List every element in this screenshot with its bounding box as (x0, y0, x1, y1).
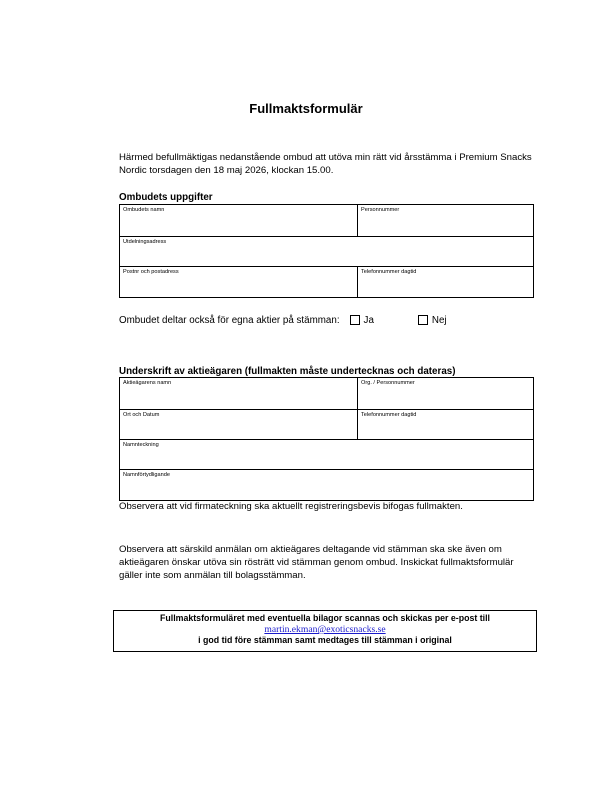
signature-row-place-date (120, 409, 533, 439)
own-shares-no-option[interactable] (418, 315, 447, 326)
shareholder-name-label: Aktieägarens namn (123, 380, 172, 386)
signature-section-heading: Underskrift av aktieägaren (fullmakten måste undertecknas och dateras) (119, 366, 456, 377)
own-shares-question: Ombudet deltar också för egna aktier på stämman: (119, 314, 340, 326)
registration-note: Observera att vid firmateckning ska aktuellt registreringsbevis bifogas fullmakten. (119, 501, 463, 512)
proxy-postal-field[interactable] (120, 267, 357, 297)
place-date-field[interactable] (120, 410, 357, 439)
name-clarification-label: Namnförtydligande (123, 472, 170, 478)
proxy-row-address (120, 236, 533, 266)
proxy-name-field[interactable] (120, 205, 357, 236)
shareholder-phone-label: Telefonnummer dagtid (361, 412, 417, 418)
own-shares-yes-option[interactable] (350, 315, 374, 326)
signature-field[interactable] (120, 440, 533, 469)
signature-row-name (120, 378, 533, 409)
org-number-field[interactable] (357, 378, 533, 409)
proxy-phone-label: Telefonnummer dagtid (361, 269, 417, 275)
submission-instructions-box (113, 610, 537, 652)
proxy-row-name (120, 205, 533, 236)
name-clarification-field[interactable] (120, 470, 533, 500)
shareholder-name-field[interactable] (120, 378, 357, 409)
proxy-postal-label: Postnr och postadress (123, 269, 179, 275)
signature-row-signature (120, 439, 533, 469)
proxy-address-field[interactable] (120, 237, 533, 266)
submission-line-2: i god tid före stämman samt medtages till stämman i original (198, 635, 452, 645)
registration-requirement-note: Observera att särskild anmälan om aktieägares deltagande vid stämman ska ske även om aktieägaren önskar utöva sin rösträtt vid stämman genom ombud. Inskickat fullmaktsformulär gäller inte som anmälan till bolagsstämman. (119, 544, 514, 581)
proxy-address-label: Utdelningsadress (123, 239, 167, 245)
proxy-personal-number-field[interactable] (357, 205, 533, 236)
page-title: Fullmaktsformulär (249, 101, 363, 116)
yes-label: Ja (363, 314, 374, 326)
proxy-name-label: Ombudets namn (123, 207, 165, 213)
no-checkbox[interactable] (418, 315, 428, 325)
proxy-row-postal (120, 266, 533, 297)
proxy-personal-number-label: Personnummer (361, 207, 400, 213)
intro-text: Härmed befullmäktigas nedanstående ombud att utöva min rätt vid årsstämma i Premium Snacks Nordic torsdagen den 18 maj 2026, klockan 15.00. (119, 152, 532, 176)
proxy-phone-field[interactable] (357, 267, 533, 297)
signature-label: Namnteckning (123, 442, 159, 448)
proxy-details-form (119, 204, 534, 298)
shareholder-phone-field[interactable] (357, 410, 533, 439)
proxy-section-heading: Ombudets uppgifter (119, 192, 213, 203)
submission-line-1: Fullmaktsformuläret med eventuella bilagor scannas och skickas per e-post till (160, 613, 490, 623)
place-date-label: Ort och Datum (123, 412, 160, 418)
yes-checkbox[interactable] (350, 315, 360, 325)
own-shares-row (119, 313, 447, 327)
signature-row-clarification (120, 469, 533, 500)
org-number-label: Org. / Personnummer (361, 380, 415, 386)
signature-form (119, 377, 534, 501)
contact-email-link[interactable]: martin.ekman@exoticsnacks.se (264, 624, 386, 635)
no-label: Nej (431, 314, 447, 326)
